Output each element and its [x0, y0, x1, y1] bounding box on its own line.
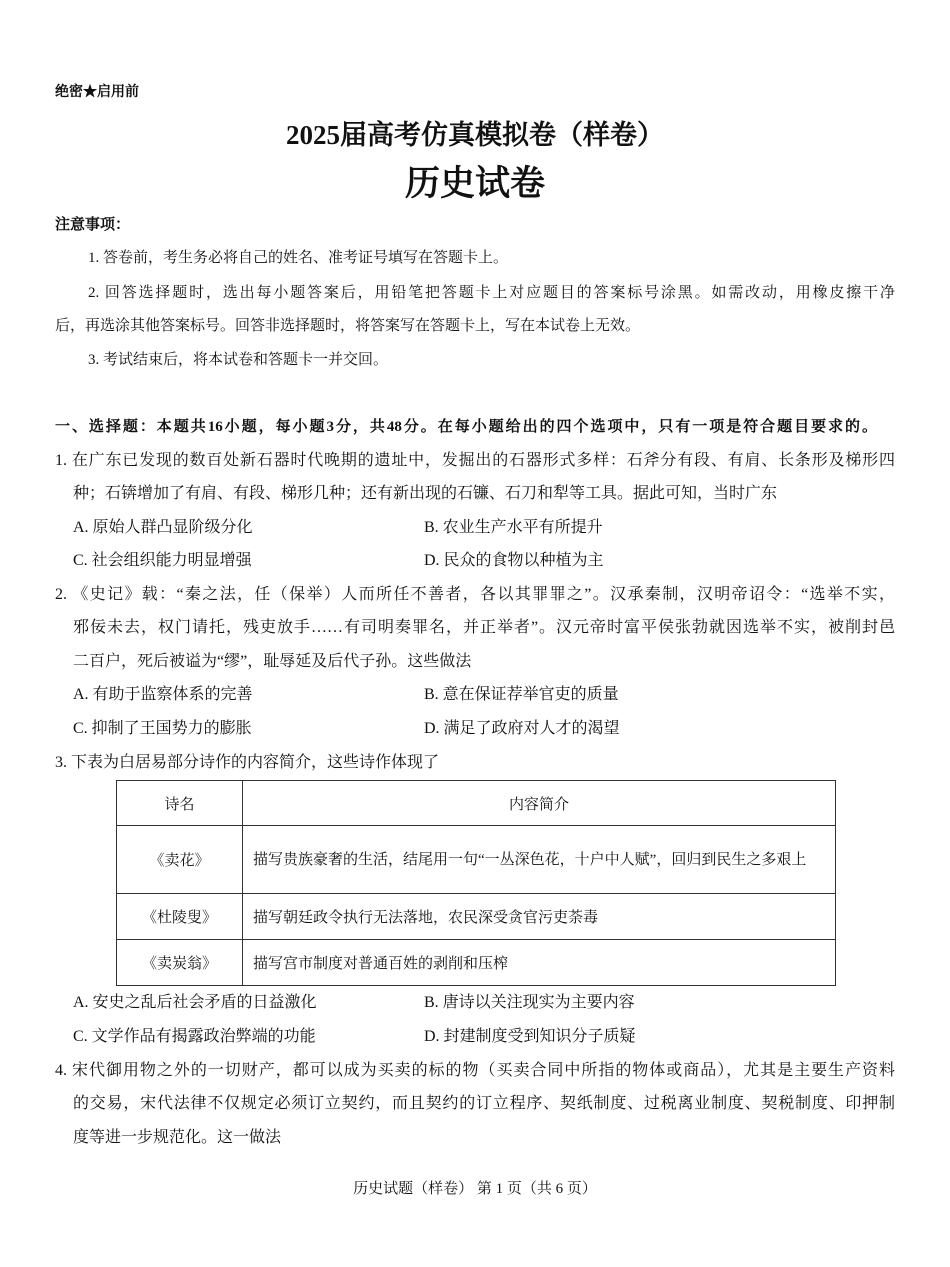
exam-title: 2025届高考仿真模拟卷（样卷） [286, 120, 664, 150]
option-d: D. 民众的食物以种植为主 [424, 552, 604, 569]
question-text: 邪佞未去，权门请托，残吏放手……有司明奏罪名，并正举者”。汉元帝时富平侯张勃就因选举不实，被削封邑 [73, 619, 895, 636]
option-b: B. 农业生产水平有所提升 [424, 519, 603, 536]
note-item: 2. 回答选择题时，选出每小题答案后，用铅笔把答题卡上对应题目的答案标号涂黑。如需改动，用橡皮擦干净 [88, 285, 895, 301]
option-b: B. 意在保证荐举官吏的质量 [424, 686, 619, 703]
note-item: 1. 答卷前，考生务必将自己的姓名、准考证号填写在答题卡上。 [88, 250, 509, 266]
option-c: C. 抑制了王国势力的膨胀 [73, 720, 252, 737]
question-text: 度等进一步规范化。这一做法 [73, 1129, 282, 1146]
confidential-label: 绝密★启用前 [55, 85, 139, 100]
option-b: B. 唐诗以关注现实为主要内容 [424, 994, 635, 1011]
notes-heading: 注意事项： [55, 217, 131, 233]
table-row [117, 826, 836, 894]
question-text: 4. 宋代御用物之外的一切财产，都可以成为买卖的标的物（买卖合同中所指的物体或商品），尤其是主要生产资料 [55, 1062, 895, 1079]
option-a: A. 安史之乱后社会矛盾的日益激化 [73, 994, 317, 1011]
header-cell: 诗名 [117, 781, 243, 826]
option-a: A. 原始人群凸显阶级分化 [73, 519, 253, 536]
question-text: 1. 在广东已发现的数百处新石器时代晚期的遗址中，发掘出的石器形式多样：石斧分有段、有肩、长条形及梯形四 [55, 452, 895, 469]
table-header [117, 781, 836, 826]
note-item: 3. 考试结束后，将本试卷和答题卡一并交回。 [88, 352, 389, 368]
option-d: D. 满足了政府对人才的渴望 [424, 720, 620, 737]
option-d: D. 封建制度受到知识分子质疑 [424, 1028, 636, 1045]
poem-summary: 描写朝廷政令执行无法落地，农民深受贪官污吏荼毒 [243, 894, 836, 940]
table-row [117, 894, 836, 940]
page-footer: 历史试题（样卷） 第 1 页（共 6 页） [353, 1181, 597, 1197]
question-text: 2. 《史记》载：“秦之法，任（保举）人而所任不善者，各以其罪罪之”。汉承秦制，汉明帝诏令：“选举不实， [55, 586, 895, 603]
note-item: 后，再选涂其他答案标号。回答非选择题时，将答案写在答题卡上，写在本试卷上无效。 [55, 318, 641, 334]
poem-summary: 描写宫市制度对普通百姓的剥削和压榨 [243, 940, 836, 986]
question-text: 二百户，死后被谥为“缪”，耻辱延及后代子孙。这些做法 [73, 653, 472, 670]
question-text: 3. 下表为白居易部分诗作的内容简介，这些诗作体现了 [55, 754, 440, 771]
table-row [117, 940, 836, 986]
poem-summary: 描写贵族豪奢的生活，结尾用一句“一丛深色花，十户中人赋”，回归到民生之多艰上 [243, 826, 836, 894]
header-cell: 内容简介 [243, 781, 836, 826]
poem-name: 《卖花》 [117, 826, 243, 894]
poem-table [116, 780, 836, 986]
subject-title: 历史试卷 [404, 164, 545, 203]
section-heading: 一、选择题：本题共16小题，每小题3分，共48分。在每小题给出的四个选项中，只有一项是符合题目要求的。 [55, 419, 877, 435]
question-text: 的交易，宋代法律不仅规定必须订立契约，而且契约的订立程序、契纸制度、过税离业制度、契税制度、印押制 [73, 1095, 895, 1112]
option-c: C. 社会组织能力明显增强 [73, 552, 252, 569]
poem-name: 《卖炭翁》 [117, 940, 243, 986]
option-c: C. 文学作品有揭露政治弊端的功能 [73, 1028, 316, 1045]
question-text: 种；石锛增加了有肩、有段、梯形几种；还有新出现的石镰、石刀和犁等工具。据此可知，当时广东 [73, 485, 778, 502]
option-a: A. 有助于监察体系的完善 [73, 686, 253, 703]
poem-name: 《杜陵叟》 [117, 894, 243, 940]
